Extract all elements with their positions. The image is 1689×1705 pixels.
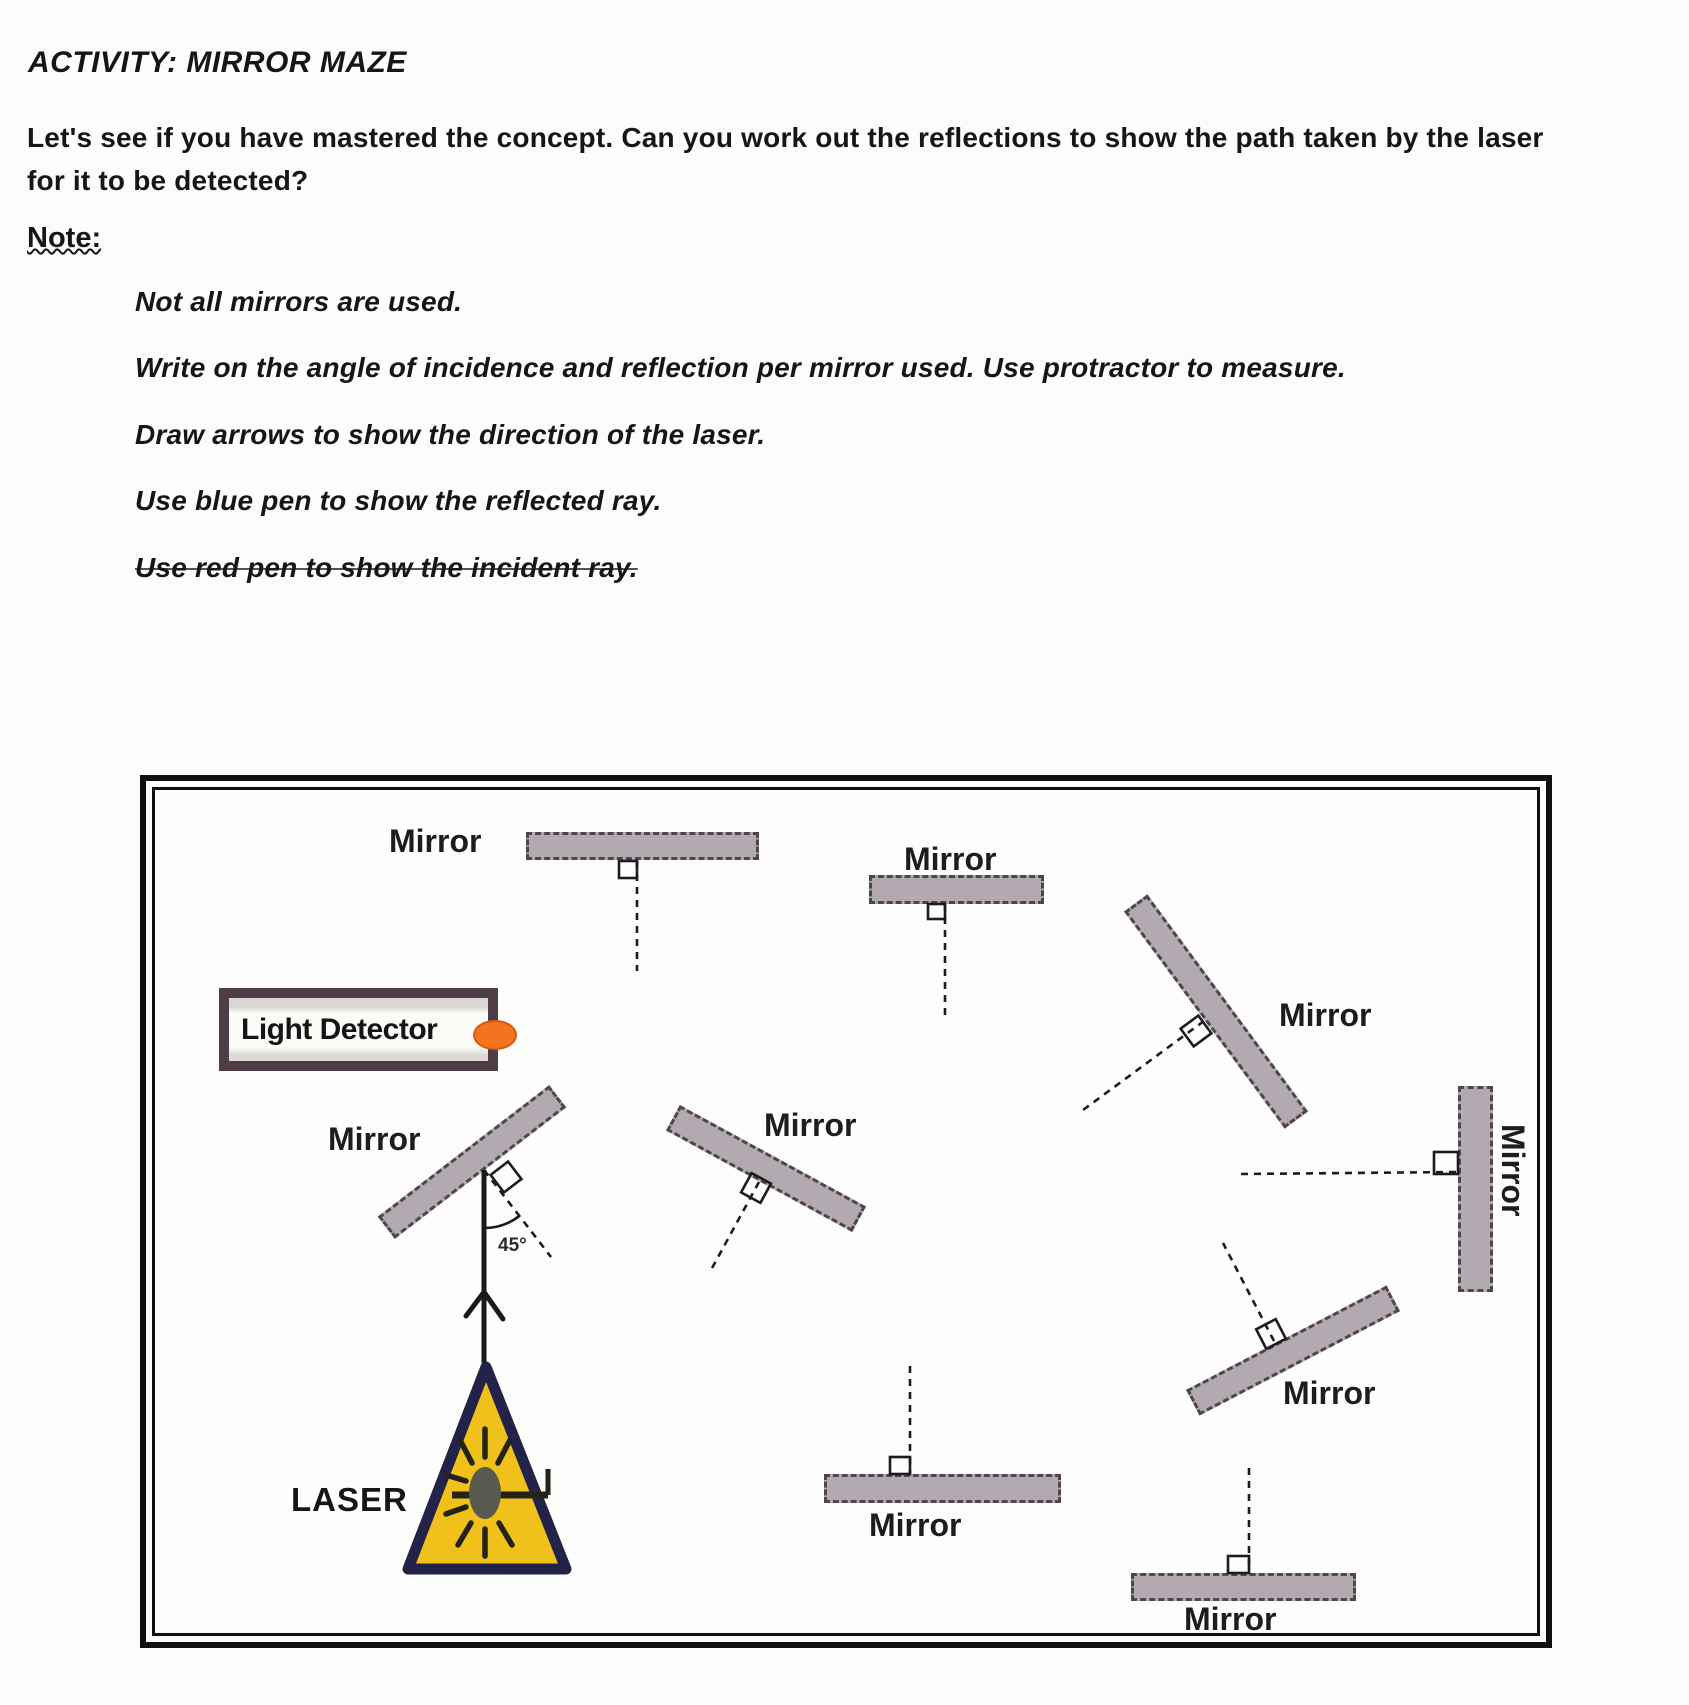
- normal-detector-mirror: [484, 1170, 551, 1257]
- right-angle-markers: [491, 861, 1458, 1573]
- mirror-maze-diagram: [140, 775, 1552, 1648]
- mirror-label-rotated: Mirror: [1495, 1124, 1531, 1217]
- mirror-bar-near-detector: [378, 1085, 566, 1239]
- mirror-label: Mirror: [389, 823, 482, 859]
- laser-warning-sign: [408, 1367, 566, 1569]
- mirror-bar-right-vertical: [1458, 1086, 1493, 1292]
- light-detector-label: Light Detector: [241, 1012, 438, 1046]
- mirror-label: Mirror: [328, 1121, 421, 1157]
- normal-right-steep-mirror: [1083, 1021, 1204, 1110]
- right-angle-icon: [491, 1162, 522, 1193]
- mirror-label: Mirror: [1283, 1375, 1376, 1411]
- note-item: Draw arrows to show the direction of the laser.: [135, 419, 766, 450]
- right-angle-icon: [619, 861, 637, 878]
- intro-paragraph: Let's see if you have mastered the concept. Can you work out the reflections to show the path taken by the laser for it to be detected?: [27, 122, 1544, 197]
- mirror-bar-top-center: [869, 875, 1044, 904]
- normal-right-vertical-mirror: [1241, 1172, 1458, 1174]
- right-angle-icon: [1434, 1152, 1458, 1174]
- normal-center-mirror: [711, 1182, 759, 1270]
- mirror-label: Mirror: [764, 1107, 857, 1143]
- note-item: Not all mirrors are used.: [135, 286, 463, 317]
- right-angle-icon: [1228, 1556, 1249, 1573]
- light-detector-box: [219, 988, 498, 1071]
- note-item: Write on the angle of incidence and reflection per mirror used. Use protractor to measure.: [135, 352, 1346, 383]
- laser-burst-rays-icon: [446, 1429, 512, 1556]
- mirror-bar-bottom-center: [824, 1474, 1061, 1503]
- mirror-bar-top-left: [526, 832, 759, 860]
- laser-triangle: [408, 1367, 566, 1569]
- normal-bottom-right-tilted-mirror: [1223, 1243, 1274, 1341]
- mirror-bar-bottom-right: [1131, 1573, 1356, 1601]
- angle-arc: [484, 1216, 520, 1228]
- note-item-struck: Use red pen to show the incident ray.: [135, 552, 638, 583]
- beam-arrowhead-icon: [466, 1292, 503, 1319]
- note-heading: Note:: [27, 222, 102, 254]
- mirror-label: Mirror: [1279, 997, 1372, 1033]
- right-angle-icon: [928, 904, 945, 919]
- note-item: Use blue pen to show the reflected ray.: [135, 485, 662, 516]
- angle-value: 45°: [498, 1235, 527, 1256]
- mirror-label: Mirror: [869, 1507, 962, 1543]
- laser-label: LASER: [291, 1481, 408, 1518]
- mirror-label: Mirror: [1184, 1601, 1277, 1637]
- laser-burst-core-icon: [469, 1467, 501, 1519]
- mirror-label: Mirror: [904, 841, 997, 877]
- right-angle-icon: [890, 1457, 910, 1474]
- page-title: ACTIVITY: MIRROR MAZE: [28, 46, 407, 79]
- normal-lines: [484, 861, 1458, 1573]
